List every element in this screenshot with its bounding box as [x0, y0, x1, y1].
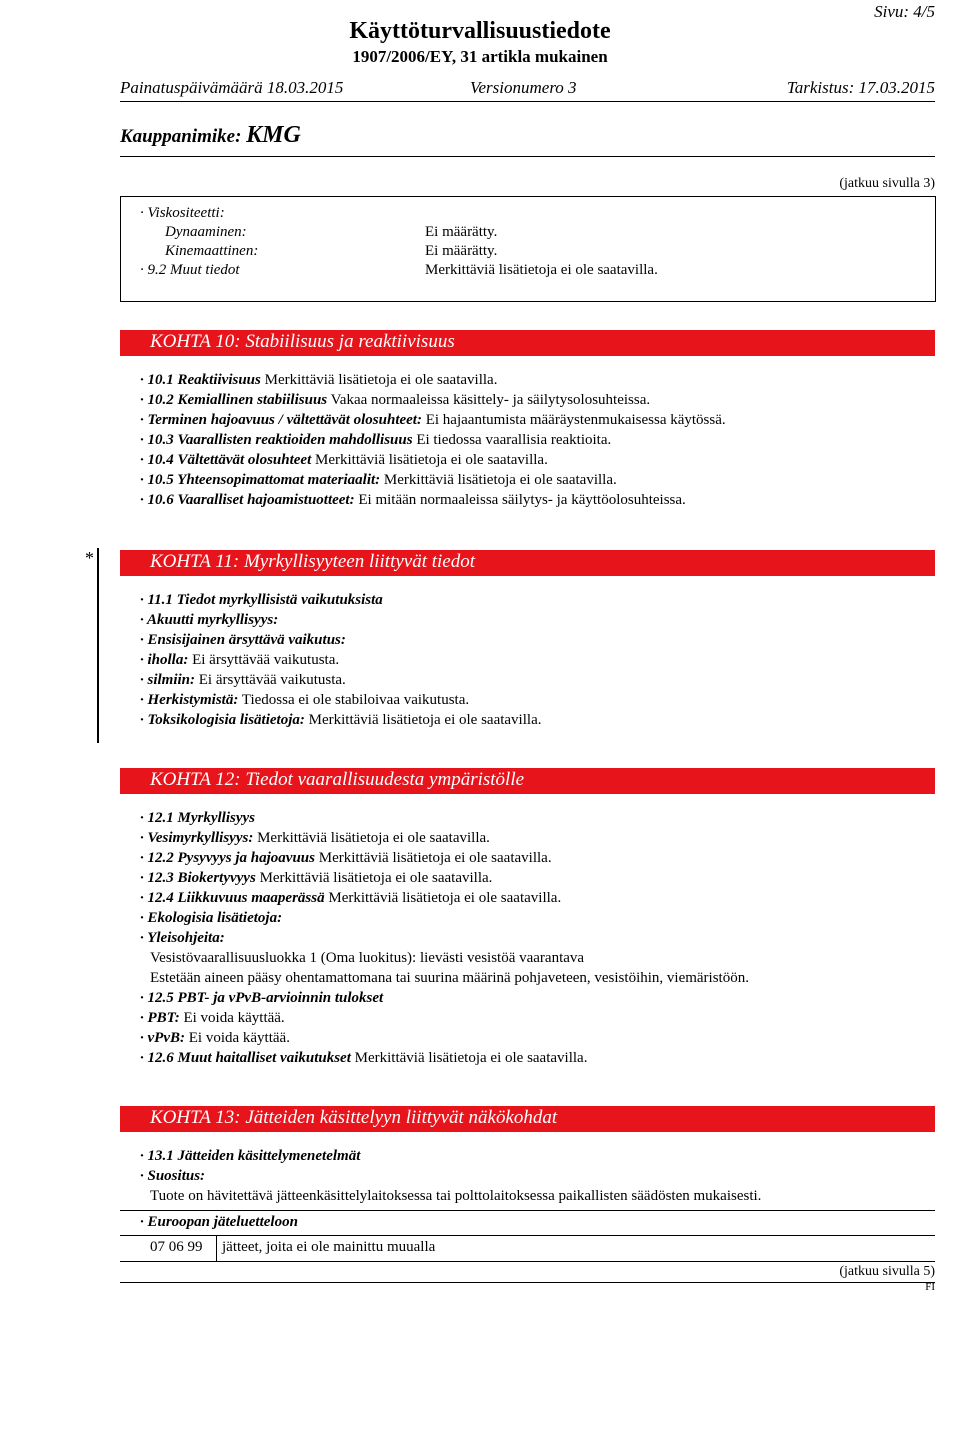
s12-line-3: · 12.2 Pysyvyys ja hajoavuus Merkittäviä lisätietoja ei ole saatavilla. [140, 850, 552, 866]
trade-name [120, 122, 301, 149]
page-number: Sivu: 4/5 [874, 2, 935, 21]
print-date: Painatuspäivämäärä 18.03.2015 [120, 78, 344, 97]
section-11-title: KOHTA 11: Myrkyllisyyteen liittyvät tiedot [150, 551, 476, 572]
section-12-title: KOHTA 12: Tiedot vaarallisuudesta ympäristölle [150, 769, 525, 790]
s13-rule-2 [120, 1235, 935, 1236]
section-12-header [120, 768, 935, 794]
viscosity-label: · Viskositeetti: [140, 205, 225, 221]
s13-line-3: Tuote on hävitettävä jätteenkäsittelylaitoksessa tai polttolaitoksessa paikallisten säädösten mukaisesti. [150, 1188, 762, 1204]
s10-line-4: · 10.3 Vaarallisten reaktioiden mahdollisuus Ei tiedossa vaarallisia reaktioita. [140, 432, 612, 448]
s11-line-7: · Toksikologisia lisätietoja: Merkittäviä lisätietoja ei ole saatavilla. [140, 712, 542, 728]
s12-line-6: · Ekologisia lisätietoja: [140, 910, 283, 926]
s13-rule-1 [120, 1210, 935, 1211]
s11-line-1: · 11.1 Tiedot myrkyllisistä vaikutuksista [140, 592, 383, 608]
s12-line-2: · Vesimyrkyllisyys: Merkittäviä lisätietoja ei ole saatavilla. [140, 830, 490, 846]
s13-line-4: · Euroopan jäteluetteloon [140, 1214, 298, 1230]
s10-line-2: · 10.2 Kemiallinen stabiilisuus Vakaa normaaleissa käsittely- ja säilytysolosuhteissa. [140, 392, 651, 408]
trade-label: Kauppanimike: [120, 126, 242, 147]
kinematic-label: Kinemaattinen: [165, 243, 259, 259]
s10-line-3: · Terminen hajoavuus / vältettävät olosuhteet: Ei hajaantumista määräystenmukaisessa käytössä. [140, 412, 726, 428]
s12-line-1: · 12.1 Myrkyllisyys [140, 810, 255, 826]
s12-line-7: · Yleisohjeita: [140, 930, 225, 946]
section-13-header [120, 1106, 935, 1132]
s11-change-bar [97, 548, 99, 743]
document-regulation: 1907/2006/EY, 31 artikla mukainen [352, 47, 608, 66]
s11-line-2: · Akuutti myrkyllisyys: [140, 612, 279, 628]
other-info-value: Merkittäviä lisätietoja ei ole saatavilla. [425, 262, 658, 278]
s11-line-3: · Ensisijainen ärsyttävä vaikutus: [140, 632, 346, 648]
revision-date: Tarkistus: 17.03.2015 [786, 78, 935, 97]
s11-line-6: · Herkistymistä: Tiedossa ei ole stabiloivaa vaikutusta. [140, 692, 470, 708]
s13-line-1: · 13.1 Jätteiden käsittelymenetelmät [140, 1148, 361, 1164]
dynamic-value: Ei määrätty. [425, 224, 498, 240]
section-10-title: KOHTA 10: Stabiilisuus ja reaktiivisuus [150, 331, 455, 352]
s10-line-5: · 10.4 Vältettävät olosuhteet Merkittäviä lisätietoja ei ole saatavilla. [140, 452, 548, 468]
s12-line-11: · PBT: Ei voida käyttää. [140, 1010, 285, 1026]
s12-line-13: · 12.6 Muut haitalliset vaikutukset Merkittäviä lisätietoja ei ole saatavilla. [140, 1050, 588, 1066]
section-10-header [120, 330, 935, 356]
section-13-title: KOHTA 13: Jätteiden käsittelyyn liittyvät näkökohdat [150, 1107, 558, 1128]
continued-from: (jatkuu sivulla 3) [839, 176, 935, 191]
other-info-label: · 9.2 Muut tiedot [140, 262, 240, 278]
continued-to: (jatkuu sivulla 5) [839, 1264, 935, 1279]
s10-line-6: · 10.5 Yhteensopimattomat materiaalit: Merkittäviä lisätietoja ei ole saatavilla. [140, 472, 617, 488]
trade-value: KMG [246, 122, 301, 148]
s10-line-1: · 10.1 Reaktiivisuus Merkittäviä lisätietoja ei ole saatavilla. [140, 372, 498, 388]
s12-line-8: Vesistövaarallisuusluokka 1 (Oma luokitus): lievästi vesistöä vaarantava [150, 950, 585, 966]
s12-line-9: Estetään aineen pääsy ohentamattomana tai suurina määrinä pohjaveteen, vesistöihin, viemäristöön. [150, 970, 749, 986]
s12-line-5: · 12.4 Liikkuvuus maaperässä Merkittäviä lisätietoja ei ole saatavilla. [140, 890, 562, 906]
header-rule [120, 101, 935, 102]
footer-rule [120, 1282, 935, 1283]
s13-rule-3 [120, 1261, 935, 1262]
dynamic-label: Dynaaminen: [165, 224, 247, 240]
document-title: Käyttöturvallisuustiedote [349, 18, 611, 44]
s13-line-2: · Suositus: [140, 1168, 206, 1184]
trade-rule [120, 156, 935, 157]
version-number: Versionumero 3 [470, 78, 577, 97]
waste-code-divider [216, 1235, 217, 1261]
language-code: FI [925, 1281, 935, 1293]
s10-line-7: · 10.6 Vaaralliset hajoamistuotteet: Ei mitään normaaleissa säilytys- ja käyttöolosuhteissa. [140, 492, 686, 508]
s12-line-12: · vPvB: Ei voida käyttää. [140, 1030, 290, 1046]
s11-line-5: · silmiin: Ei ärsyttävää vaikutusta. [140, 672, 346, 688]
kinematic-value: Ei määrätty. [425, 243, 498, 259]
s12-line-4: · 12.3 Biokertyvyys Merkittäviä lisätietoja ei ole saatavilla. [140, 870, 493, 886]
waste-code-description: jätteet, joita ei ole mainittu muualla [222, 1239, 436, 1255]
change-marker: * [85, 548, 94, 568]
section-11-header [120, 550, 935, 576]
s12-line-10: · 12.5 PBT- ja vPvB-arvioinnin tulokset [140, 990, 384, 1006]
s11-line-4: · iholla: Ei ärsyttävää vaikutusta. [140, 652, 340, 668]
waste-code: 07 06 99 [150, 1239, 203, 1255]
